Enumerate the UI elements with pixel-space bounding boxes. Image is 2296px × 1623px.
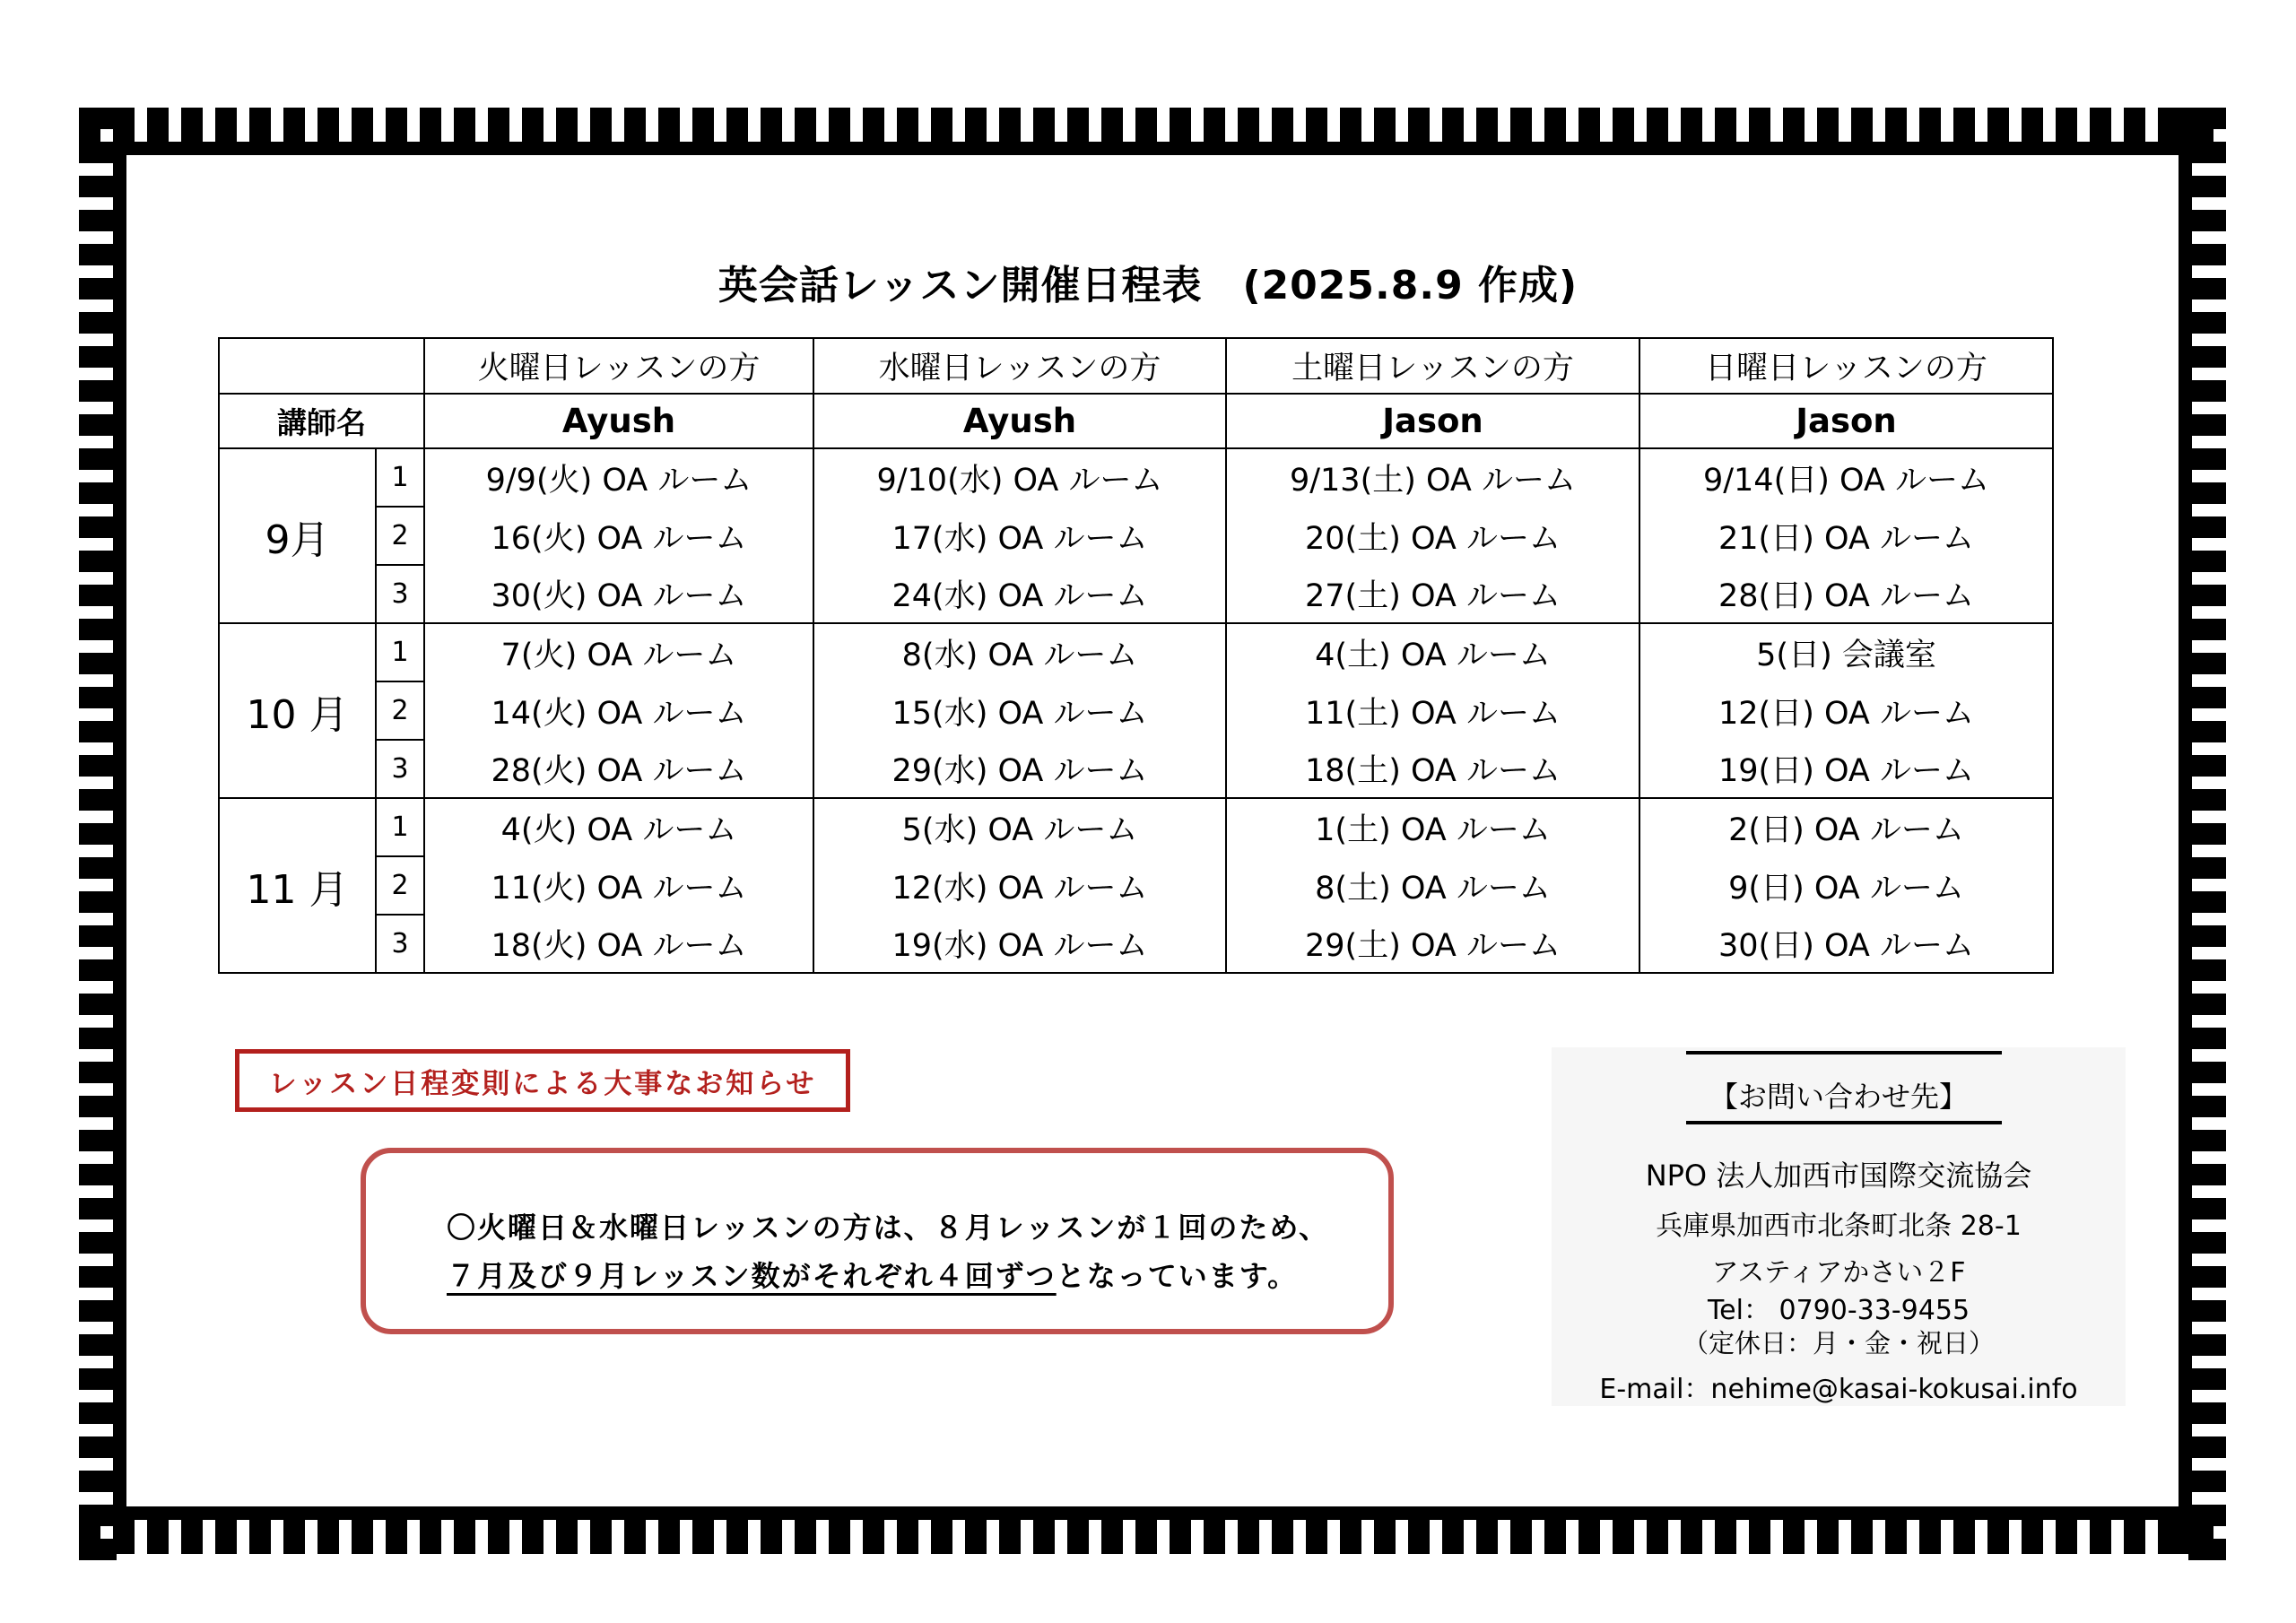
border-tile [1204, 108, 1225, 145]
border-tile [692, 1516, 714, 1554]
border-tile [1749, 1516, 1770, 1554]
border-tile [1374, 1516, 1396, 1554]
lesson-date-cell: 19(日) OA ルーム [1639, 740, 2053, 798]
border-tile [2188, 414, 2226, 436]
border-tile [1510, 1516, 1532, 1554]
border-tile [1067, 1516, 1089, 1554]
border-tile [1272, 1516, 1293, 1554]
border-tile [1476, 1516, 1498, 1554]
border-tile [1783, 108, 1805, 145]
lesson-date-cell: 8(土) OA ルーム [1226, 856, 1639, 915]
lesson-date-cell: 14(火) OA ルーム [424, 681, 813, 740]
notice-line-2 [447, 1254, 1298, 1295]
teacher-saturday: Jason [1226, 394, 1639, 448]
border-tile [2188, 755, 2226, 777]
border-tile [79, 176, 117, 197]
teacher-sunday: Jason [1639, 394, 2053, 448]
border-tile [79, 1539, 117, 1560]
border-tile [79, 210, 117, 231]
border-tile [317, 1516, 339, 1554]
border-tile [2188, 1164, 2226, 1185]
border-tile [2188, 823, 2226, 845]
border-tile [2188, 1028, 2226, 1049]
border-tile [1238, 1516, 1259, 1554]
border-tile [79, 891, 117, 913]
border-tile [1851, 1516, 1873, 1554]
border-tile [1613, 108, 1634, 145]
border-tile [79, 619, 117, 640]
border-tile [79, 959, 117, 981]
border-tile [1238, 108, 1259, 145]
border-tile [1851, 108, 1873, 145]
border-tile [1578, 1516, 1600, 1554]
border-tile [1204, 1516, 1225, 1554]
border-tile [79, 925, 117, 947]
border-tile [79, 312, 117, 334]
lesson-date-cell: 4(火) OA ルーム [424, 798, 813, 856]
border-tile [79, 585, 117, 606]
border-tile [2188, 1368, 2226, 1390]
border-tile [2124, 1516, 2145, 1554]
border-tile [2188, 891, 2226, 913]
border-tile [692, 108, 714, 145]
lesson-number: 1 [376, 623, 424, 681]
border-tile [999, 108, 1021, 145]
contact-heading: 【お問い合わせ先】 [1709, 1080, 1968, 1114]
lesson-date-cell: 29(水) OA ルーム [813, 740, 1226, 798]
lesson-date-cell: 12(日) OA ルーム [1639, 681, 2053, 740]
lesson-date-cell: 20(土) OA ルーム [1226, 507, 1639, 565]
border-tile [79, 1506, 2226, 1520]
border-tile [999, 1516, 1021, 1554]
border-tile [522, 1516, 544, 1554]
border-tile [1306, 108, 1327, 145]
border-tile [2188, 585, 2226, 606]
notice-label: レッスン日程変則による大事なお知らせ [235, 1049, 850, 1112]
border-tile [2188, 551, 2226, 572]
border-tile [2188, 789, 2226, 811]
contact-email: E-mail：nehime@kasai-kokusai.info [1599, 1374, 2078, 1405]
contact-holiday: （定休日：月・金・祝日） [1682, 1328, 1995, 1358]
border-tile [1135, 1516, 1157, 1554]
border-tile [79, 448, 117, 470]
lesson-date-cell: 11(土) OA ルーム [1226, 681, 1639, 740]
border-tile [1987, 1516, 2009, 1554]
notice-line-2-rest: となっています。 [1056, 1259, 1299, 1293]
border-tile [79, 551, 117, 572]
contact-org: NPO 法人加西市国際交流協会 [1645, 1159, 2032, 1193]
column-header-sunday: 日曜日レッスンの方 [1639, 338, 2053, 394]
border-tile [726, 108, 748, 145]
border-tile [2188, 1471, 2226, 1492]
border-tile [2179, 108, 2192, 1554]
month-label: 11 月 [219, 798, 376, 973]
border-tile [2188, 448, 2226, 470]
teacher-label: 講師名 [219, 394, 424, 448]
border-tile [283, 108, 305, 145]
border-tile [1170, 108, 1191, 145]
border-tile [79, 994, 117, 1015]
lesson-date-cell: 28(日) OA ルーム [1639, 565, 2053, 623]
lesson-date-cell: 7(火) OA ルーム [424, 623, 813, 681]
schedule-row [219, 915, 2053, 973]
lesson-date-cell: 9/10(水) OA ルーム [813, 448, 1226, 507]
border-tile [352, 1516, 373, 1554]
border-tile [2188, 925, 2226, 947]
border-tile [2124, 108, 2145, 145]
border-tile [79, 1471, 117, 1492]
page-title: 英会話レッスン開催日程表 (2025.8.9 作成) [718, 263, 1578, 308]
border-tile [1715, 108, 1736, 145]
lesson-date-cell: 21(日) OA ルーム [1639, 507, 2053, 565]
lesson-date-cell: 11(火) OA ルーム [424, 856, 813, 915]
column-header-tuesday: 火曜日レッスンの方 [424, 338, 813, 394]
schedule-table [218, 337, 2054, 974]
border-tile [2188, 687, 2226, 708]
schedule-row [219, 798, 2053, 856]
border-tile [79, 1232, 117, 1254]
border-tile [1374, 108, 1396, 145]
lesson-date-cell: 28(火) OA ルーム [424, 740, 813, 798]
teacher-tuesday: Ayush [424, 394, 813, 448]
border-tile [829, 108, 850, 145]
border-tile [249, 1516, 271, 1554]
border-tile [79, 380, 117, 402]
border-tile [454, 108, 475, 145]
border-tile [1715, 1516, 1736, 1554]
border-tile [2188, 1402, 2226, 1424]
lesson-date-cell: 5(日) 会議室 [1639, 623, 2053, 681]
border-tile [79, 1402, 117, 1424]
border-tile [79, 1300, 117, 1322]
lesson-date-cell: 2(日) OA ルーム [1639, 798, 2053, 856]
border-tile [1987, 108, 2009, 145]
border-tile [1783, 1516, 1805, 1554]
border-tile [761, 1516, 782, 1554]
border-tile [590, 108, 612, 145]
border-tile [590, 1516, 612, 1554]
column-header-wednesday: 水曜日レッスンの方 [813, 338, 1226, 394]
border-tile [79, 1198, 117, 1219]
column-header-row [219, 338, 2053, 394]
border-tile [2188, 1198, 2226, 1219]
border-tile [897, 108, 918, 145]
border-tile [1544, 1516, 1566, 1554]
border-tile [352, 108, 373, 145]
border-tile [1170, 1516, 1191, 1554]
border-tile [761, 108, 782, 145]
border-tile [2188, 1232, 2226, 1254]
border-tile [1749, 108, 1770, 145]
border-tile [726, 1516, 748, 1554]
border-tile [2188, 516, 2226, 538]
lesson-date-cell: 30(火) OA ルーム [424, 565, 813, 623]
lesson-date-cell: 19(水) OA ルーム [813, 915, 1226, 973]
border-tile [863, 108, 884, 145]
contact-building: アスティアかさい２F [1711, 1257, 1966, 1289]
border-tile [1272, 108, 1293, 145]
border-tile [2188, 482, 2226, 504]
border-tile [1613, 1516, 1634, 1554]
border-tile [249, 108, 271, 145]
border-tile [2188, 994, 2226, 1015]
border-tile [863, 1516, 884, 1554]
border-tile [1033, 1516, 1055, 1554]
border-tile [795, 108, 816, 145]
border-tile [1647, 1516, 1668, 1554]
border-tile [1442, 108, 1464, 145]
border-tile [1953, 108, 1975, 145]
border-tile [1953, 1516, 1975, 1554]
lesson-date-cell: 30(日) OA ルーム [1639, 915, 2053, 973]
border-tile [79, 1062, 117, 1083]
lesson-number: 2 [376, 507, 424, 565]
border-tile [79, 1096, 117, 1117]
border-tile [1647, 108, 1668, 145]
border-tile [2022, 1516, 2043, 1554]
border-tile [1817, 108, 1839, 145]
month-label: 10 月 [219, 623, 376, 798]
border-tile [1817, 1516, 1839, 1554]
border-tile [2188, 857, 2226, 879]
border-tile [283, 1516, 305, 1554]
lesson-date-cell: 29(土) OA ルーム [1226, 915, 1639, 973]
border-tile [1340, 108, 1361, 145]
schedule-row [219, 623, 2053, 681]
border-tile [556, 108, 578, 145]
border-tile [1340, 1516, 1361, 1554]
lesson-number: 1 [376, 798, 424, 856]
border-tile [181, 1516, 203, 1554]
border-tile [2188, 1096, 2226, 1117]
border-tile [79, 653, 117, 674]
border-tile [147, 108, 169, 145]
contact-info [1552, 1047, 2126, 1406]
border-tile [79, 857, 117, 879]
border-tile [1067, 108, 1089, 145]
border-tile [1408, 1516, 1430, 1554]
border-tile [2188, 176, 2226, 197]
border-tile [79, 721, 117, 742]
border-tile [454, 1516, 475, 1554]
border-tile [1578, 108, 1600, 145]
border-tile [1681, 1516, 1702, 1554]
schedule-row [219, 565, 2053, 623]
border-tile [658, 108, 680, 145]
border-tile [931, 1516, 952, 1554]
border-tile [2188, 1539, 2226, 1560]
border-tile [965, 1516, 987, 1554]
schedule-row [219, 507, 2053, 565]
border-tile [79, 1028, 117, 1049]
border-tile [2158, 1516, 2179, 1554]
lesson-number: 3 [376, 740, 424, 798]
border-tile [965, 108, 987, 145]
border-tile [829, 1516, 850, 1554]
border-tile [79, 516, 117, 538]
border-tile [1544, 108, 1566, 145]
lesson-date-cell: 9/9(火) OA ルーム [424, 448, 813, 507]
column-header-saturday: 土曜日レッスンの方 [1226, 338, 1639, 394]
border-tile [1101, 1516, 1123, 1554]
lesson-date-cell: 24(水) OA ルーム [813, 565, 1226, 623]
teacher-wednesday: Ayush [813, 394, 1226, 448]
border-tile [658, 1516, 680, 1554]
border-tile [2188, 1062, 2226, 1083]
border-tile [79, 346, 117, 368]
lesson-date-cell: 16(火) OA ルーム [424, 507, 813, 565]
border-tile [556, 1516, 578, 1554]
border-tile [624, 108, 646, 145]
teacher-row [219, 394, 2053, 448]
border-tile [79, 1164, 117, 1185]
schedule-row [219, 448, 2053, 507]
border-tile [2188, 312, 2226, 334]
lesson-number: 2 [376, 856, 424, 915]
border-tile [113, 108, 126, 1554]
lesson-number: 3 [376, 915, 424, 973]
notice-line-1: 〇火曜日＆水曜日レッスンの方は、８月レッスンが１回のため、 [447, 1211, 1330, 1245]
border-tile [420, 1516, 441, 1554]
lesson-date-cell: 18(火) OA ルーム [424, 915, 813, 973]
border-tile [2056, 108, 2077, 145]
schedule-row [219, 740, 2053, 798]
border-tile [2188, 1300, 2226, 1322]
border-tile [79, 1436, 117, 1458]
lesson-number: 2 [376, 681, 424, 740]
border-tile [2056, 1516, 2077, 1554]
border-tile [386, 108, 407, 145]
border-tile [2188, 380, 2226, 402]
border-tile [79, 755, 117, 777]
lesson-date-cell: 18(土) OA ルーム [1226, 740, 1639, 798]
border-tile [1033, 108, 1055, 145]
lesson-date-cell: 9(日) OA ルーム [1639, 856, 2053, 915]
border-tile [79, 142, 2226, 155]
lesson-date-cell: 1(土) OA ルーム [1226, 798, 1639, 856]
border-tile [79, 414, 117, 436]
border-tile [2090, 1516, 2111, 1554]
border-tile [2188, 1266, 2226, 1288]
lesson-date-cell: 5(水) OA ルーム [813, 798, 1226, 856]
border-tile [79, 789, 117, 811]
border-tile [2188, 1334, 2226, 1356]
border-tile [215, 1516, 237, 1554]
border-tile [1681, 108, 1702, 145]
border-tile [147, 1516, 169, 1554]
border-tile [79, 823, 117, 845]
border-tile [215, 108, 237, 145]
lesson-date-cell: 12(水) OA ルーム [813, 856, 1226, 915]
lesson-date-cell: 9/13(土) OA ルーム [1226, 448, 1639, 507]
border-tile [1306, 1516, 1327, 1554]
border-tile [1476, 108, 1498, 145]
border-tile [2022, 108, 2043, 145]
border-tile [1135, 108, 1157, 145]
schedule-row [219, 856, 2053, 915]
notice-box [361, 1148, 1394, 1334]
border-tile [2188, 619, 2226, 640]
border-tile [79, 1130, 117, 1151]
border-tile [2188, 959, 2226, 981]
border-tile [317, 108, 339, 145]
border-tile [1919, 1516, 1941, 1554]
border-tile [2090, 108, 2111, 145]
border-tile [2188, 346, 2226, 368]
border-tile [1442, 1516, 1464, 1554]
border-tile [1885, 1516, 1907, 1554]
lesson-date-cell: 9/14(日) OA ルーム [1639, 448, 2053, 507]
lesson-date-cell: 15(水) OA ルーム [813, 681, 1226, 740]
contact-rule-top [1686, 1051, 2002, 1055]
border-tile [79, 1266, 117, 1288]
lesson-date-cell: 27(土) OA ルーム [1226, 565, 1639, 623]
border-tile [2188, 1130, 2226, 1151]
border-tile [897, 1516, 918, 1554]
corner-cell [219, 338, 424, 394]
border-tile [931, 108, 952, 145]
notice-underlined-text: ７月及び９月レッスン数がそれぞれ４回ずつ [447, 1259, 1057, 1293]
lesson-date-cell: 17(水) OA ルーム [813, 507, 1226, 565]
border-tile [420, 108, 441, 145]
border-tile [79, 1334, 117, 1356]
border-tile [488, 108, 509, 145]
border-tile [79, 482, 117, 504]
border-tile [1510, 108, 1532, 145]
lesson-date-cell: 4(土) OA ルーム [1226, 623, 1639, 681]
border-tile [2188, 108, 2226, 129]
border-tile [522, 108, 544, 145]
contact-rule-bottom [1686, 1121, 2002, 1124]
border-tile [79, 1368, 117, 1390]
lesson-number: 1 [376, 448, 424, 507]
contact-address: 兵庫県加西市北条町北条 28-1 [1656, 1211, 2022, 1242]
border-tile [488, 1516, 509, 1554]
border-tile [181, 108, 203, 145]
border-tile [795, 1516, 816, 1554]
border-tile [1885, 108, 1907, 145]
contact-tel: Tel： 0790-33-9455 [1707, 1295, 1970, 1326]
border-tile [1408, 108, 1430, 145]
border-tile [2188, 721, 2226, 742]
border-tile [2188, 1436, 2226, 1458]
border-tile [2188, 210, 2226, 231]
border-tile [386, 1516, 407, 1554]
border-tile [2188, 653, 2226, 674]
lesson-date-cell: 8(水) OA ルーム [813, 623, 1226, 681]
border-tile [79, 687, 117, 708]
border-tile [624, 1516, 646, 1554]
border-tile [79, 108, 117, 129]
month-label: 9月 [219, 448, 376, 623]
border-tile [2158, 108, 2179, 145]
schedule-row [219, 681, 2053, 740]
border-tile [1919, 108, 1941, 145]
lesson-number: 3 [376, 565, 424, 623]
border-tile [1101, 108, 1123, 145]
